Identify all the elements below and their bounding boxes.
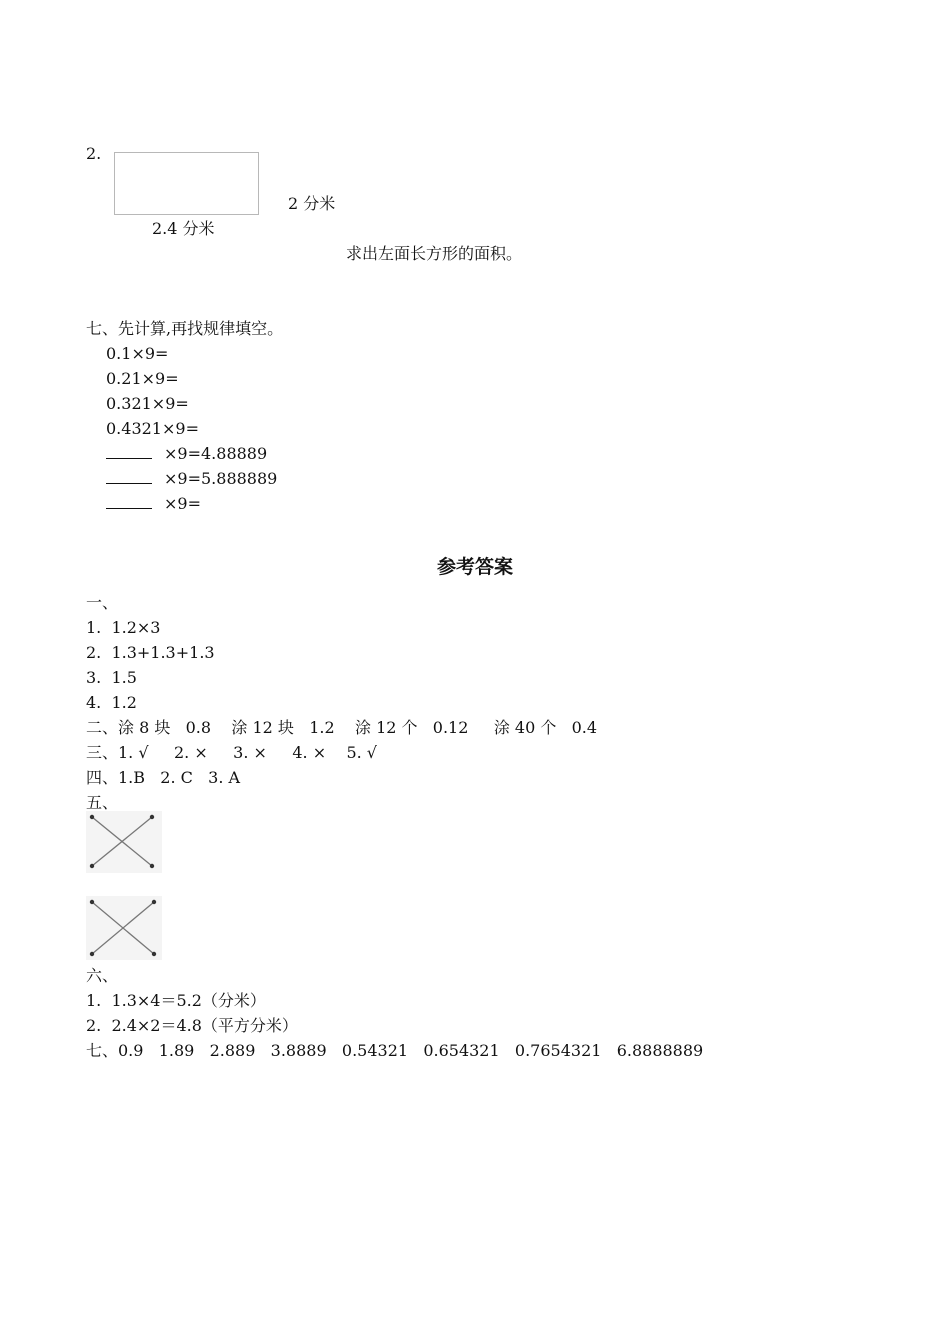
matching-figure-2 (86, 896, 162, 960)
answers-title: 参考答案 (436, 556, 513, 578)
answers-sec2: 二、涂 8 块 0.8 涂 12 块 1.2 涂 12 个 0.12 涂 40 个 0.4 (86, 718, 598, 737)
blank-line: ×9=4.88889 (106, 444, 267, 464)
calc-line: 0.4321×9= (106, 419, 199, 438)
height-label: 2 分米 (288, 194, 336, 213)
fill-blank[interactable] (106, 494, 152, 509)
problem-instruction: 求出左面长方形的面积。 (346, 244, 523, 263)
answer-item: 1. 1.2×3 (86, 618, 161, 637)
answers-sec4: 四、1.B 2. C 3. A (86, 768, 241, 787)
fill-blank[interactable] (106, 469, 152, 484)
answer-item: 2. 1.3+1.3+1.3 (86, 643, 215, 662)
calc-line: 0.21×9= (106, 369, 179, 388)
section7-heading: 七、先计算,再找规律填空。 (86, 319, 284, 338)
answers-sec6-heading: 六、 (86, 966, 119, 985)
answers-sec7: 七、0.9 1.89 2.889 3.8889 0.54321 0.654321 0.7654321 6.8888889 (86, 1041, 704, 1060)
width-label: 2.4 分米 (152, 219, 215, 238)
answer-item: 4. 1.2 (86, 693, 137, 712)
fill-blank[interactable] (106, 444, 152, 459)
rectangle-figure (114, 152, 259, 215)
blank-line: ×9= (106, 494, 201, 514)
answer-item: 3. 1.5 (86, 668, 137, 687)
answer-item: 1. 1.3×4＝5.2（分米） (86, 991, 266, 1010)
calc-line: 0.321×9= (106, 394, 189, 413)
answers-sec5-heading: 五、 (86, 793, 119, 812)
matching-figure-1 (86, 811, 162, 873)
calc-line: 0.1×9= (106, 344, 169, 363)
answer-item: 2. 2.4×2＝4.8（平方分米） (86, 1016, 298, 1035)
answers-sec3: 三、1. √ 2. × 3. × 4. × 5. √ (86, 743, 378, 762)
blank-line: ×9=5.888889 (106, 469, 277, 489)
answers-sec1-heading: 一、 (86, 593, 119, 612)
problem-number: 2. (86, 144, 102, 163)
